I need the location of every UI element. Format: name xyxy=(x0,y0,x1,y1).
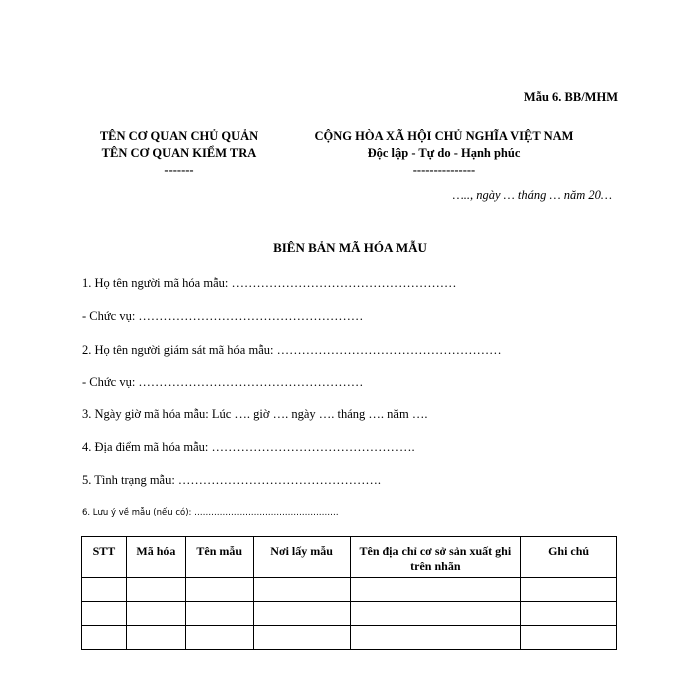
supervisor-name-field: 2. Họ tên người giám sát mã hóa mẫu: ……………………………………………… xyxy=(82,343,502,357)
notes-field: 6. Lưu ý về mẫu (nếu có): …………………………………………… xyxy=(82,508,339,518)
table-row xyxy=(82,626,617,650)
encoder-name-field: 1. Họ tên người mã hóa mẫu: ……………………………………………… xyxy=(82,276,457,290)
sample-status-field: 5. Tình trạng mẫu: …………………………………………. xyxy=(82,473,382,487)
column-header-sample-name: Tên mẫu xyxy=(185,537,253,578)
table-cell xyxy=(185,626,253,650)
table-cell xyxy=(126,626,185,650)
column-header-notes: Ghi chú xyxy=(521,537,617,578)
table-cell xyxy=(253,626,350,650)
national-header xyxy=(288,128,600,179)
datetime-field: 3. Ngày giờ mã hóa mẫu: Lúc …. giờ …. ngày …. tháng …. năm …. xyxy=(82,407,428,421)
form-code: Mẫu 6. BB/MHM xyxy=(523,90,618,104)
table-cell xyxy=(350,626,521,650)
sample-table xyxy=(81,536,617,650)
agency-divider: ------- xyxy=(164,163,194,177)
place-date-line: ….., ngày … tháng … năm 20… xyxy=(452,188,612,202)
column-header-sampling-place: Nơi lấy mẫu xyxy=(253,537,350,578)
table-cell xyxy=(126,578,185,602)
table-cell xyxy=(521,578,617,602)
encoder-position-field: - Chức vụ: ……………………………………………… xyxy=(82,309,364,323)
inspection-agency-name: TÊN CƠ QUAN KIỂM TRA xyxy=(101,146,257,160)
table-cell xyxy=(185,578,253,602)
national-divider: --------------- xyxy=(412,163,476,177)
table-cell xyxy=(521,602,617,626)
table-cell xyxy=(350,578,521,602)
column-header-stt: STT xyxy=(82,537,127,578)
table-cell xyxy=(253,578,350,602)
table-row xyxy=(82,602,617,626)
table-cell xyxy=(350,602,521,626)
parent-agency-name: TÊN CƠ QUAN CHỦ QUẢN xyxy=(99,129,259,143)
supervisor-position-field: - Chức vụ: ……………………………………………… xyxy=(82,375,364,389)
table-cell xyxy=(82,626,127,650)
table-cell xyxy=(253,602,350,626)
table-cell xyxy=(521,626,617,650)
table-cell xyxy=(82,578,127,602)
location-field: 4. Địa điểm mã hóa mẫu: …………………………………………. xyxy=(82,440,415,454)
table-header-row xyxy=(82,537,617,578)
table-cell xyxy=(126,602,185,626)
column-header-producer-address: Tên địa chỉ cơ sở sản xuất ghi trên nhãn xyxy=(350,537,521,578)
document-title: BIÊN BẢN MÃ HÓA MẪU xyxy=(273,240,427,255)
column-header-code: Mã hóa xyxy=(126,537,185,578)
national-title: CỘNG HÒA XÃ HỘI CHỦ NGHĨA VIỆT NAM xyxy=(314,129,574,143)
agency-header xyxy=(80,128,278,179)
table-cell xyxy=(185,602,253,626)
table-row xyxy=(82,578,617,602)
table-cell xyxy=(82,602,127,626)
national-motto: Độc lập - Tự do - Hạnh phúc xyxy=(367,146,521,160)
